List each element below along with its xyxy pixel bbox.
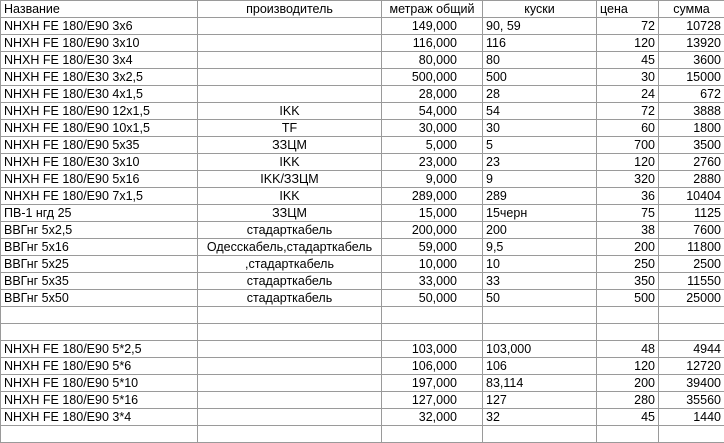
table-cell[interactable] bbox=[597, 324, 659, 341]
cell-sum[interactable]: 12720 bbox=[659, 358, 724, 375]
cell-maker[interactable]: ЗЗЦМ bbox=[198, 205, 382, 222]
cell-name[interactable]: ВВГнг 5x25 bbox=[1, 256, 198, 273]
cell-price[interactable]: 700 bbox=[597, 137, 659, 154]
cell-meters[interactable]: 15,000 bbox=[382, 205, 483, 222]
cell-pieces[interactable]: 200 bbox=[483, 222, 597, 239]
cell-maker[interactable]: стадарткабель bbox=[198, 273, 382, 290]
cell-price[interactable]: 36 bbox=[597, 188, 659, 205]
cell-price[interactable]: 72 bbox=[597, 18, 659, 35]
cell-pieces[interactable]: 15черн bbox=[483, 205, 597, 222]
cell-name[interactable]: ВВГнг 5x2,5 bbox=[1, 222, 198, 239]
cell-name[interactable]: ВВГнг 5x16 bbox=[1, 239, 198, 256]
cell-price[interactable]: 45 bbox=[597, 409, 659, 426]
cell-pieces[interactable]: 5 bbox=[483, 137, 597, 154]
cell-maker[interactable]: ,стадарткабель bbox=[198, 256, 382, 273]
cell-price[interactable]: 120 bbox=[597, 358, 659, 375]
table-cell[interactable] bbox=[382, 324, 483, 341]
cell-price[interactable]: 24 bbox=[597, 86, 659, 103]
cell-sum[interactable]: 3500 bbox=[659, 137, 724, 154]
cell-name[interactable]: NHXH FE 180/E90 7x1,5 bbox=[1, 188, 198, 205]
cell-pieces[interactable]: 106 bbox=[483, 358, 597, 375]
cell-sum[interactable]: 10728 bbox=[659, 18, 724, 35]
cell-name[interactable]: NHXH FE 180/E90 12x1,5 bbox=[1, 103, 198, 120]
table-cell[interactable] bbox=[659, 307, 724, 324]
cell-sum[interactable]: 15000 bbox=[659, 69, 724, 86]
cell-pieces[interactable]: 289 bbox=[483, 188, 597, 205]
cell-pieces[interactable]: 50 bbox=[483, 290, 597, 307]
cell-sum[interactable]: 2880 bbox=[659, 171, 724, 188]
cell-name[interactable]: NHXH FE 180/E90 10x1,5 bbox=[1, 120, 198, 137]
cell-pieces[interactable]: 116 bbox=[483, 35, 597, 52]
cell-meters[interactable]: 50,000 bbox=[382, 290, 483, 307]
cell-price[interactable]: 200 bbox=[597, 375, 659, 392]
table-body-a bbox=[1, 18, 724, 307]
cell-maker[interactable]: стадарткабель bbox=[198, 290, 382, 307]
table-cell[interactable] bbox=[382, 307, 483, 324]
cell-price[interactable]: 120 bbox=[597, 154, 659, 171]
cell-name[interactable]: NHXH FE 180/E90 5x35 bbox=[1, 137, 198, 154]
table-row bbox=[1, 137, 724, 154]
table-row bbox=[1, 69, 724, 86]
cell-maker[interactable] bbox=[198, 358, 382, 375]
cell-name[interactable]: NHXH FE 180/E90 5*10 bbox=[1, 375, 198, 392]
cell-pieces[interactable]: 90, 59 bbox=[483, 18, 597, 35]
header-maker[interactable]: производитель bbox=[198, 1, 382, 18]
table-cell[interactable] bbox=[382, 426, 483, 443]
table-cell[interactable] bbox=[1, 324, 198, 341]
cell-pieces[interactable]: 54 bbox=[483, 103, 597, 120]
cell-meters[interactable]: 197,000 bbox=[382, 375, 483, 392]
cell-meters[interactable]: 54,000 bbox=[382, 103, 483, 120]
cell-name[interactable]: NHXH FE 180/E90 5*6 bbox=[1, 358, 198, 375]
cell-meters[interactable]: 10,000 bbox=[382, 256, 483, 273]
cell-pieces[interactable]: 103,000 bbox=[483, 341, 597, 358]
cell-maker[interactable] bbox=[198, 86, 382, 103]
table-row bbox=[1, 290, 724, 307]
table-row bbox=[1, 239, 724, 256]
cell-name[interactable]: NHXH FE 180/E30 4x1,5 bbox=[1, 86, 198, 103]
header-meters[interactable]: метраж общий bbox=[382, 1, 483, 18]
cell-sum[interactable]: 2500 bbox=[659, 256, 724, 273]
cell-sum[interactable]: 35560 bbox=[659, 392, 724, 409]
empty-row bbox=[1, 307, 724, 324]
cell-meters[interactable]: 106,000 bbox=[382, 358, 483, 375]
cell-sum[interactable]: 25000 bbox=[659, 290, 724, 307]
cell-maker[interactable]: IKK/ЗЗЦМ bbox=[198, 171, 382, 188]
cell-price[interactable]: 75 bbox=[597, 205, 659, 222]
cell-pieces[interactable]: 28 bbox=[483, 86, 597, 103]
cell-maker[interactable]: Одесскабель,стадарткабель bbox=[198, 239, 382, 256]
cell-sum[interactable]: 39400 bbox=[659, 375, 724, 392]
empty-row bbox=[1, 426, 724, 443]
cell-name[interactable]: NHXH FE 180/E90 5x16 bbox=[1, 171, 198, 188]
header-name[interactable]: Название bbox=[1, 1, 198, 18]
cell-sum[interactable]: 3888 bbox=[659, 103, 724, 120]
cell-name[interactable]: NHXH FE 180/E30 3x2,5 bbox=[1, 69, 198, 86]
cell-name[interactable]: NHXH FE 180/E90 3x6 bbox=[1, 18, 198, 35]
cell-name[interactable]: NHXH FE 180/E30 3x10 bbox=[1, 154, 198, 171]
cell-maker[interactable]: IKK bbox=[198, 103, 382, 120]
cell-sum[interactable]: 1125 bbox=[659, 205, 724, 222]
cell-maker[interactable] bbox=[198, 69, 382, 86]
cell-pieces[interactable]: 33 bbox=[483, 273, 597, 290]
cell-meters[interactable]: 28,000 bbox=[382, 86, 483, 103]
table-row bbox=[1, 103, 724, 120]
cell-price[interactable]: 60 bbox=[597, 120, 659, 137]
cell-meters[interactable]: 9,000 bbox=[382, 171, 483, 188]
cell-price[interactable]: 320 bbox=[597, 171, 659, 188]
cell-price[interactable]: 120 bbox=[597, 35, 659, 52]
table-body-b bbox=[1, 341, 724, 426]
empty-rows-bottom bbox=[1, 426, 724, 443]
cell-price[interactable]: 72 bbox=[597, 103, 659, 120]
cell-sum[interactable]: 1440 bbox=[659, 409, 724, 426]
cell-sum[interactable]: 11550 bbox=[659, 273, 724, 290]
cell-maker[interactable] bbox=[198, 35, 382, 52]
cell-price[interactable]: 45 bbox=[597, 52, 659, 69]
cell-pieces[interactable]: 83,114 bbox=[483, 375, 597, 392]
cell-maker[interactable] bbox=[198, 375, 382, 392]
cell-pieces[interactable]: 30 bbox=[483, 120, 597, 137]
cell-name[interactable]: ВВГнг 5x35 bbox=[1, 273, 198, 290]
table-cell[interactable] bbox=[198, 324, 382, 341]
table-row bbox=[1, 273, 724, 290]
table-row bbox=[1, 18, 724, 35]
cell-price[interactable]: 500 bbox=[597, 290, 659, 307]
cell-pieces[interactable]: 10 bbox=[483, 256, 597, 273]
header-row bbox=[1, 1, 724, 18]
cell-meters[interactable]: 5,000 bbox=[382, 137, 483, 154]
cell-price[interactable]: 350 bbox=[597, 273, 659, 290]
cell-maker[interactable] bbox=[198, 18, 382, 35]
cell-maker[interactable]: IKK bbox=[198, 154, 382, 171]
cell-price[interactable]: 48 bbox=[597, 341, 659, 358]
cell-name[interactable]: ПВ-1 нгд 25 bbox=[1, 205, 198, 222]
table-row bbox=[1, 256, 724, 273]
table-row bbox=[1, 205, 724, 222]
cell-meters[interactable]: 23,000 bbox=[382, 154, 483, 171]
cell-sum[interactable]: 1800 bbox=[659, 120, 724, 137]
cell-name[interactable]: ВВГнг 5x50 bbox=[1, 290, 198, 307]
table-cell[interactable] bbox=[597, 426, 659, 443]
cell-maker[interactable]: ЗЗЦМ bbox=[198, 137, 382, 154]
table-cell[interactable] bbox=[483, 426, 597, 443]
table-cell[interactable] bbox=[198, 426, 382, 443]
cell-sum[interactable]: 672 bbox=[659, 86, 724, 103]
table-cell[interactable] bbox=[483, 324, 597, 341]
table-cell[interactable] bbox=[198, 307, 382, 324]
table-row bbox=[1, 222, 724, 239]
cell-meters[interactable]: 30,000 bbox=[382, 120, 483, 137]
cell-meters[interactable]: 32,000 bbox=[382, 409, 483, 426]
cell-meters[interactable]: 103,000 bbox=[382, 341, 483, 358]
table-row bbox=[1, 171, 724, 188]
cell-pieces[interactable]: 80 bbox=[483, 52, 597, 69]
table-row bbox=[1, 35, 724, 52]
cell-sum[interactable]: 13920 bbox=[659, 35, 724, 52]
table-cell[interactable] bbox=[597, 307, 659, 324]
table-row bbox=[1, 375, 724, 392]
cell-maker[interactable]: TF bbox=[198, 120, 382, 137]
table-row bbox=[1, 409, 724, 426]
table-row bbox=[1, 341, 724, 358]
cell-maker[interactable] bbox=[198, 392, 382, 409]
table-row bbox=[1, 188, 724, 205]
cell-price[interactable]: 30 bbox=[597, 69, 659, 86]
cell-maker[interactable] bbox=[198, 52, 382, 69]
cell-sum[interactable]: 3600 bbox=[659, 52, 724, 69]
cell-meters[interactable]: 33,000 bbox=[382, 273, 483, 290]
table-row bbox=[1, 154, 724, 171]
cell-name[interactable]: NHXH FE 180/E90 5*2,5 bbox=[1, 341, 198, 358]
cell-meters[interactable]: 116,000 bbox=[382, 35, 483, 52]
cell-sum[interactable]: 4944 bbox=[659, 341, 724, 358]
cell-sum[interactable]: 10404 bbox=[659, 188, 724, 205]
cell-price[interactable]: 250 bbox=[597, 256, 659, 273]
table-cell[interactable] bbox=[1, 307, 198, 324]
empty-rows bbox=[1, 307, 724, 341]
table-row bbox=[1, 358, 724, 375]
header-price[interactable]: цена bbox=[597, 1, 659, 18]
cell-pieces[interactable]: 9 bbox=[483, 171, 597, 188]
cell-pieces[interactable]: 9,5 bbox=[483, 239, 597, 256]
cell-name[interactable]: NHXH FE 180/E90 3x10 bbox=[1, 35, 198, 52]
table-cell[interactable] bbox=[1, 426, 198, 443]
table-cell[interactable] bbox=[659, 324, 724, 341]
cell-meters[interactable]: 59,000 bbox=[382, 239, 483, 256]
cell-maker[interactable]: стадарткабель bbox=[198, 222, 382, 239]
cell-meters[interactable]: 200,000 bbox=[382, 222, 483, 239]
table-row bbox=[1, 392, 724, 409]
cell-meters[interactable]: 80,000 bbox=[382, 52, 483, 69]
cell-meters[interactable]: 500,000 bbox=[382, 69, 483, 86]
table-row bbox=[1, 120, 724, 137]
cell-maker[interactable]: IKK bbox=[198, 188, 382, 205]
header-sum[interactable]: сумма bbox=[659, 1, 724, 18]
cell-price[interactable]: 200 bbox=[597, 239, 659, 256]
header-pieces[interactable]: куски bbox=[483, 1, 597, 18]
table-row bbox=[1, 86, 724, 103]
cell-name[interactable]: NHXH FE 180/E90 3*4 bbox=[1, 409, 198, 426]
cell-meters[interactable]: 289,000 bbox=[382, 188, 483, 205]
cell-meters[interactable]: 127,000 bbox=[382, 392, 483, 409]
cell-pieces[interactable]: 127 bbox=[483, 392, 597, 409]
cell-pieces[interactable]: 500 bbox=[483, 69, 597, 86]
cell-name[interactable]: NHXH FE 180/E30 3x4 bbox=[1, 52, 198, 69]
cell-maker[interactable] bbox=[198, 341, 382, 358]
cell-name[interactable]: NHXH FE 180/E90 5*16 bbox=[1, 392, 198, 409]
cell-pieces[interactable]: 23 bbox=[483, 154, 597, 171]
cell-pieces[interactable]: 32 bbox=[483, 409, 597, 426]
cell-meters[interactable]: 149,000 bbox=[382, 18, 483, 35]
cell-price[interactable]: 38 bbox=[597, 222, 659, 239]
table-cell[interactable] bbox=[659, 426, 724, 443]
cell-sum[interactable]: 2760 bbox=[659, 154, 724, 171]
table-row bbox=[1, 52, 724, 69]
cell-sum[interactable]: 11800 bbox=[659, 239, 724, 256]
cell-price[interactable]: 280 bbox=[597, 392, 659, 409]
cell-sum[interactable]: 7600 bbox=[659, 222, 724, 239]
table-cell[interactable] bbox=[483, 307, 597, 324]
empty-row bbox=[1, 324, 724, 341]
cell-maker[interactable] bbox=[198, 409, 382, 426]
